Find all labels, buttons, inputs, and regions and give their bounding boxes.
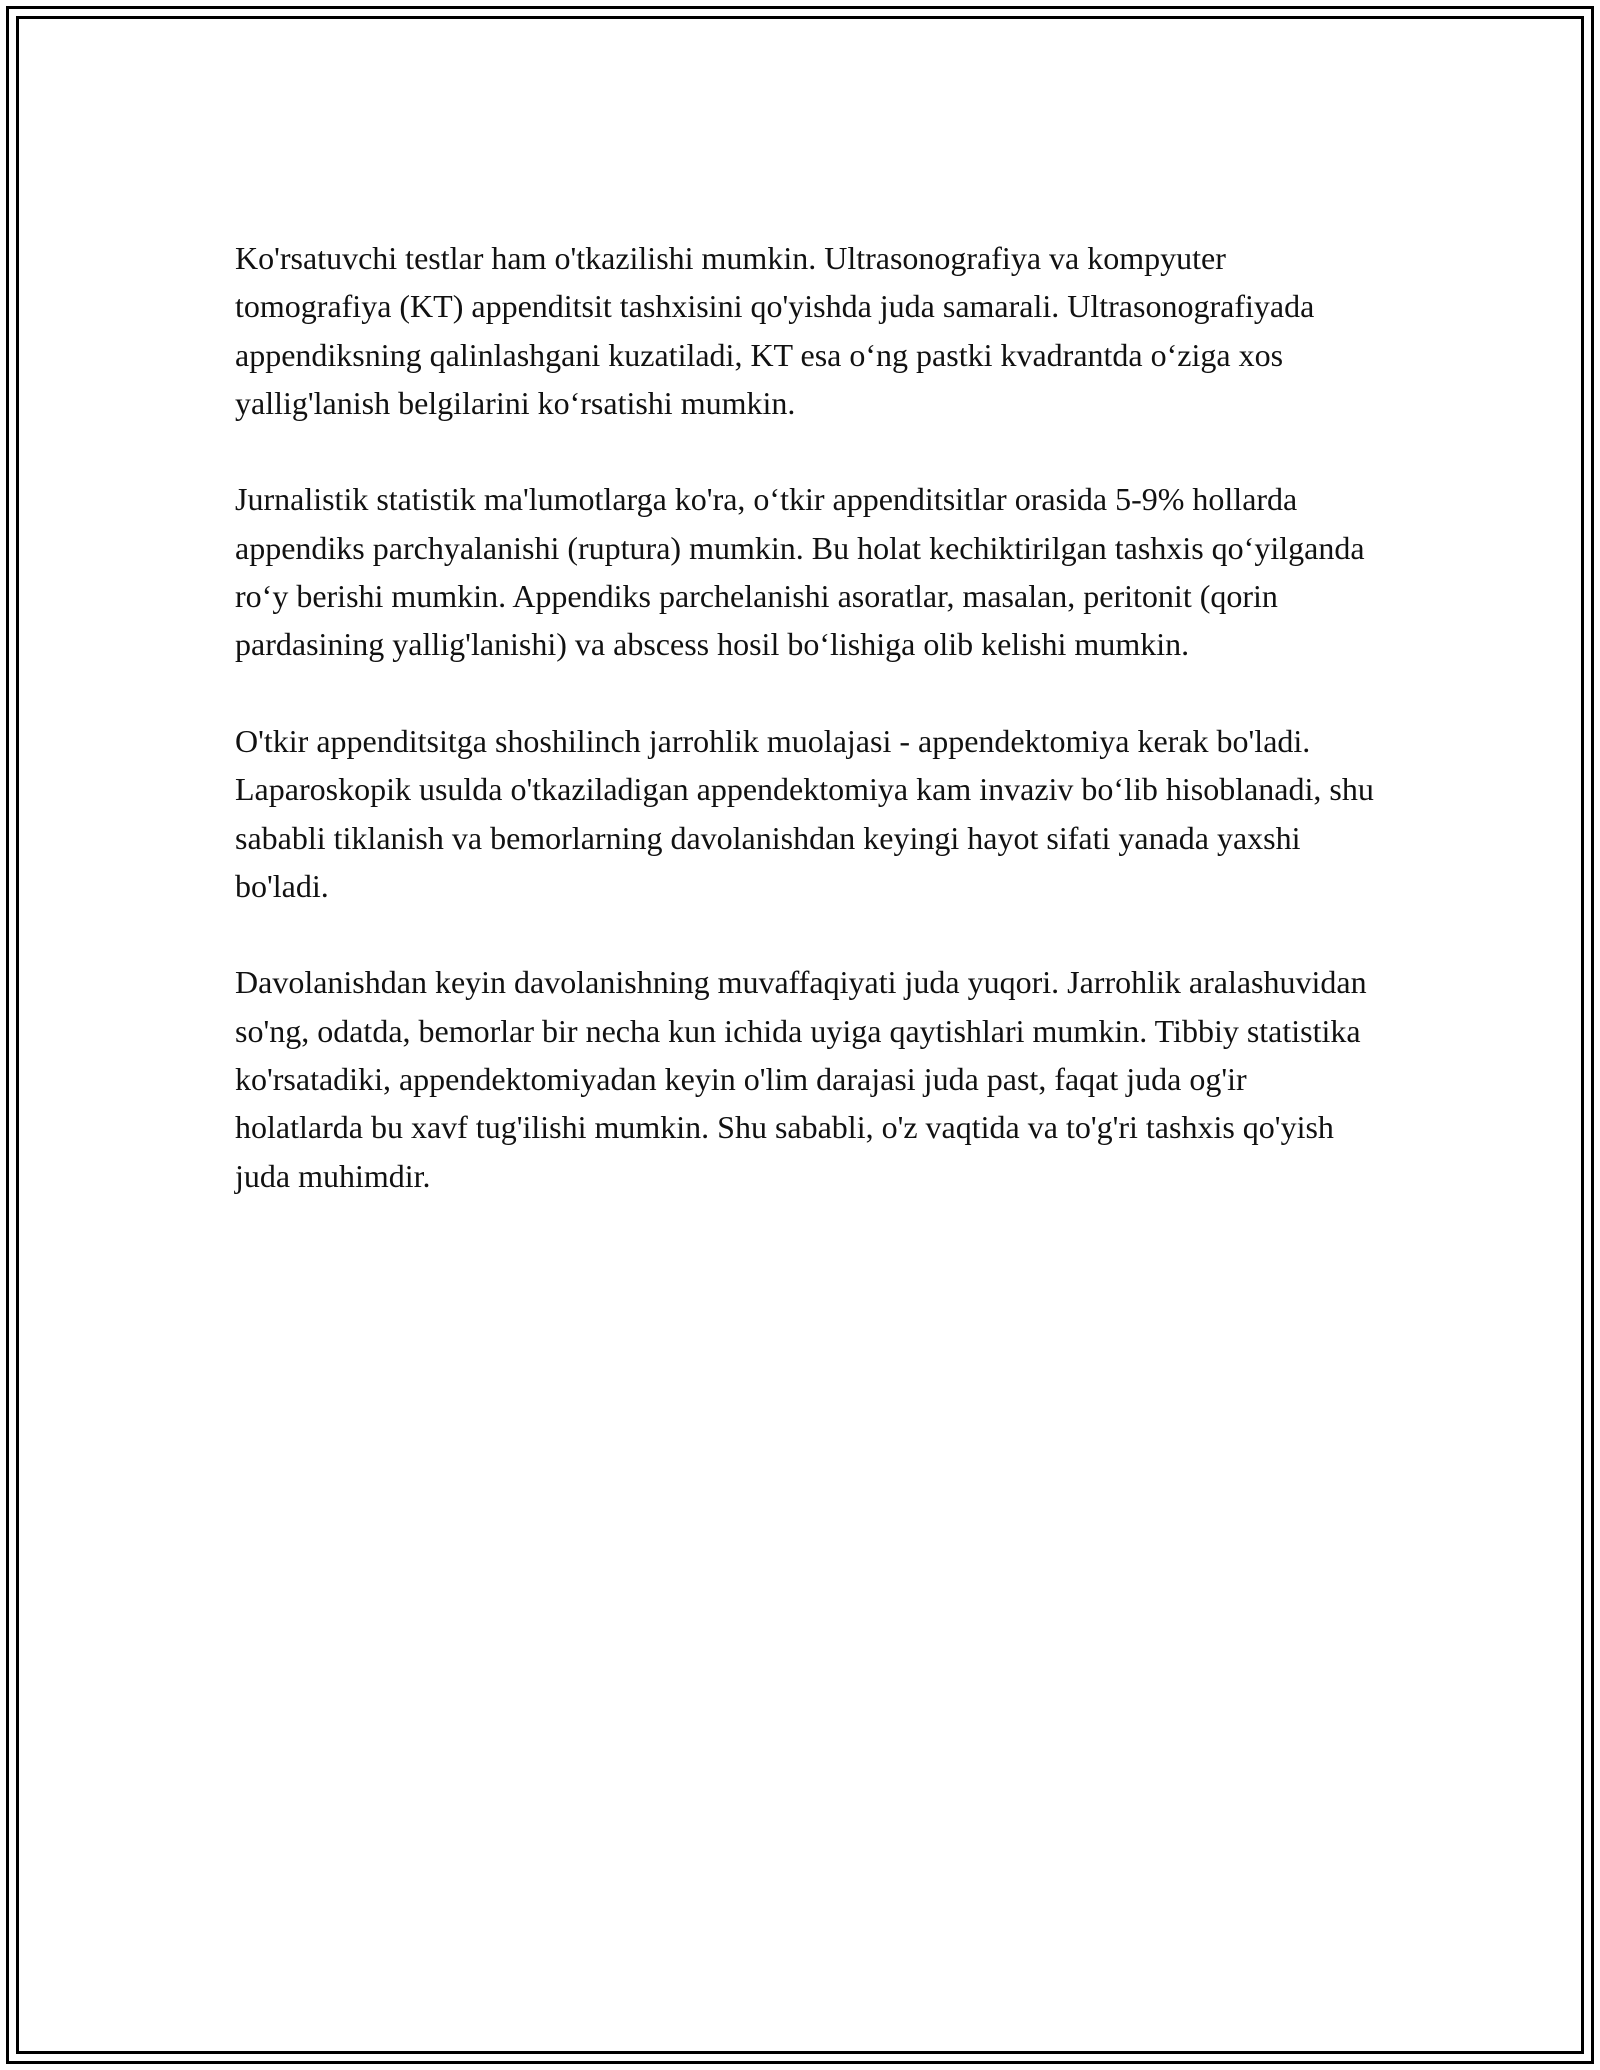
paragraph-rupture-statistics: Jurnalistik statistik ma'lumotlarga ko'ra, oʻtkir appenditsitlar orasida 5-9% hollarda appendiks parchyalanishi (ruptura) mumkin. Bu holat kechiktirilgan tashxis qoʻyilganda roʻy berishi mumkin. Appendiks parchelanishi asoratlar, masalan, peritonit (qorin pardasining yallig'lanishi) va abscess hosil boʻlishiga olib kelishi mumkin. (235, 481, 1365, 663)
paragraph-diagnostic-tests: Ko'rsatuvchi testlar ham o'tkazilishi mumkin. Ultrasonografiya va kompyuter tomografiya (KT) appenditsit tashxisini qo'yishda juda samarali. Ultrasonografiyada appendiksning qalinlashgani kuzatiladi, KT esa oʻng pastki kvadrantda oʻziga xos yallig'lanish belgilarini koʻrsatishi mumkin. (235, 240, 1315, 421)
document-body (235, 234, 1375, 1248)
paragraph-treatment-outcome: Davolanishdan keyin davolanishning muvaffaqiyati juda yuqori. Jarrohlik aralashuvidan so'ng, odatda, bemorlar bir necha kun ichida uyiga qaytishlari mumkin. Tibbiy statistika ko'rsatadiki, appendektomiyadan keyin o'lim darajasi juda past, faqat juda og'ir holatlarda bu xavf tug'ilishi mumkin. Shu sababli, o'z vaqtida va to'g'ri tashxis qo'yish juda muhimdir. (235, 964, 1367, 1194)
paragraph-surgical-treatment: O'tkir appenditsitga shoshilinch jarrohlik muolajasi - appendektomiya kerak bo'ladi. Laparoskopik usulda o'tkaziladigan appendektomiya kam invaziv boʻlib hisoblanadi, shu sababli tiklanish va bemorlarning davolanishdan keyingi hayot sifati yanada yaxshi bo'ladi. (235, 722, 1374, 904)
